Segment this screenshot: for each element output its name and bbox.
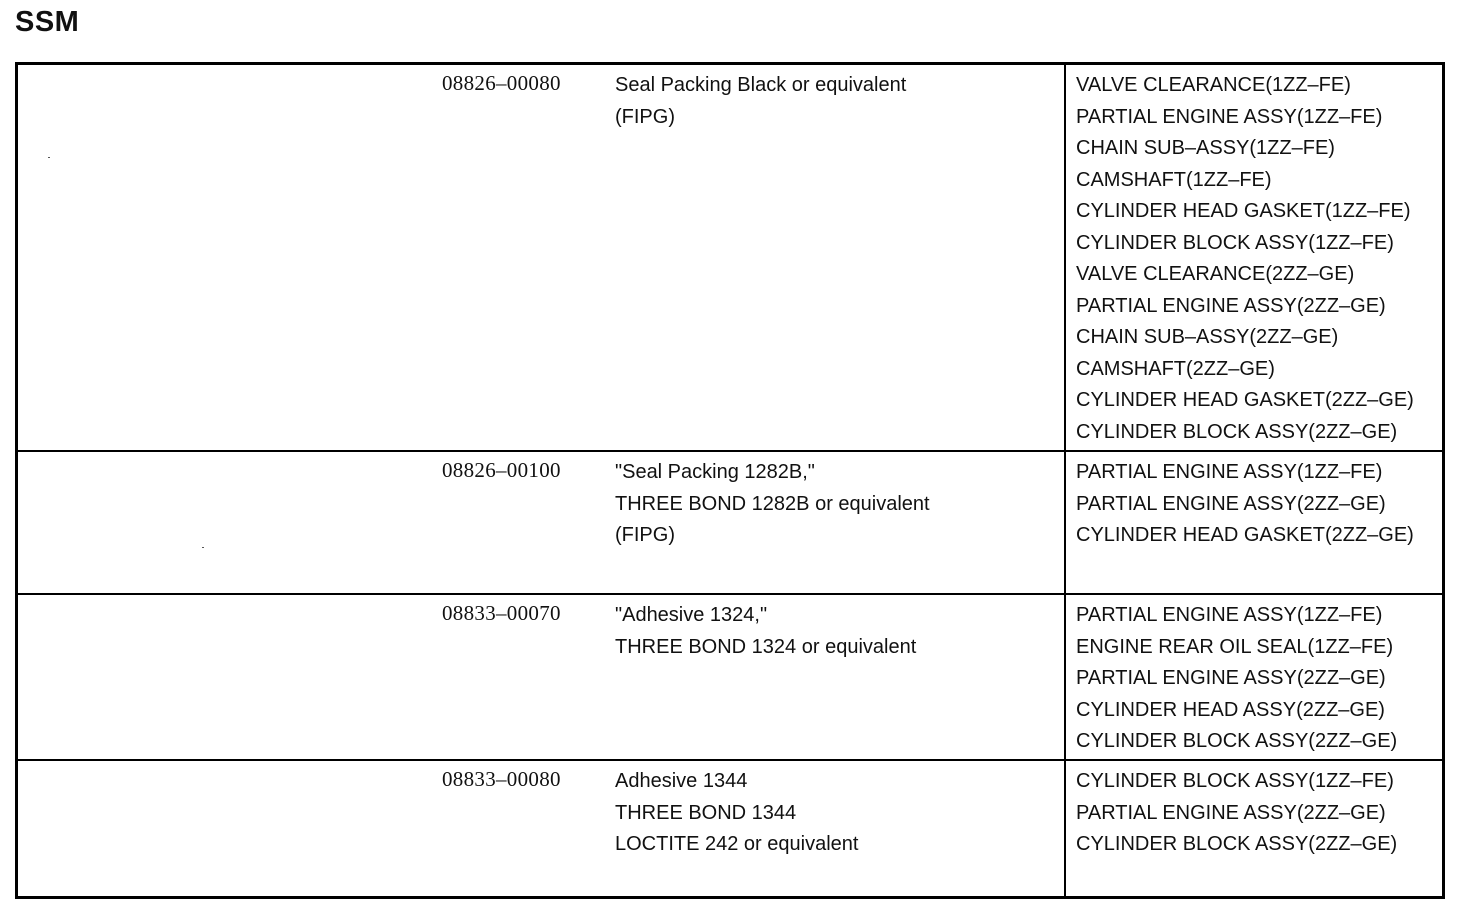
- scan-speck: [202, 547, 204, 548]
- reference-cell: [1076, 457, 1414, 552]
- description-line: Adhesive 1344: [615, 770, 748, 792]
- reference-item: CYLINDER BLOCK ASSY(2ZZ–GE): [1076, 730, 1398, 752]
- reference-item: VALVE CLEARANCE(1ZZ–FE): [1076, 74, 1351, 96]
- description-line: (FIPG): [615, 105, 675, 128]
- reference-item: CYLINDER HEAD ASSY(2ZZ–GE): [1076, 698, 1385, 721]
- reference-item: PARTIAL ENGINE ASSY(1ZZ–FE): [1076, 461, 1383, 483]
- description-cell: [615, 766, 858, 861]
- reference-item: ENGINE REAR OIL SEAL(1ZZ–FE): [1076, 635, 1394, 658]
- reference-item: CYLINDER BLOCK ASSY(1ZZ–FE): [1076, 770, 1394, 792]
- reference-item: PARTIAL ENGINE ASSY(2ZZ–GE): [1076, 667, 1386, 689]
- reference-item: CHAIN SUB–ASSY(1ZZ–FE): [1076, 137, 1335, 159]
- reference-item: PARTIAL ENGINE ASSY(1ZZ–FE): [1076, 105, 1383, 128]
- description-line: "Seal Packing 1282B,": [615, 461, 815, 483]
- reference-item: CYLINDER BLOCK ASSY(2ZZ–GE): [1076, 833, 1398, 855]
- ssm-table: [15, 62, 1445, 899]
- reference-item: CAMSHAFT(2ZZ–GE): [1076, 357, 1275, 380]
- reference-item: PARTIAL ENGINE ASSY(2ZZ–GE): [1076, 801, 1386, 824]
- table-row: [18, 65, 1442, 452]
- description-cell: [615, 600, 916, 663]
- column-divider: [1064, 65, 1066, 450]
- reference-item: PARTIAL ENGINE ASSY(1ZZ–FE): [1076, 604, 1383, 626]
- reference-item: PARTIAL ENGINE ASSY(2ZZ–GE): [1076, 294, 1386, 317]
- reference-cell: [1076, 766, 1397, 861]
- description-line: LOCTITE 242 or equivalent: [615, 833, 859, 855]
- part-number: 08826–00100: [442, 458, 561, 482]
- page-title: SSM: [15, 6, 80, 38]
- column-divider: [1064, 595, 1066, 759]
- description-cell: [615, 70, 906, 133]
- description-line: Seal Packing Black or equivalent: [615, 74, 907, 96]
- part-number: 08833–00070: [442, 601, 561, 625]
- reference-item: VALVE CLEARANCE(2ZZ–GE): [1076, 263, 1355, 285]
- description-line: (FIPG): [615, 524, 675, 546]
- part-number: 08826–00080: [442, 71, 561, 95]
- scan-speck: [48, 157, 50, 158]
- reference-item: PARTIAL ENGINE ASSY(2ZZ–GE): [1076, 492, 1386, 515]
- table-row: [18, 761, 1442, 896]
- part-number: 08833–00080: [442, 767, 561, 791]
- description-line: THREE BOND 1324 or equivalent: [615, 635, 917, 658]
- reference-item: CYLINDER BLOCK ASSY(2ZZ–GE): [1076, 420, 1398, 443]
- reference-item: CAMSHAFT(1ZZ–FE): [1076, 168, 1272, 191]
- reference-item: CYLINDER BLOCK ASSY(1ZZ–FE): [1076, 231, 1394, 254]
- description-line: "Adhesive 1324,": [615, 604, 768, 626]
- column-divider: [1064, 761, 1066, 896]
- reference-item: CHAIN SUB–ASSY(2ZZ–GE): [1076, 326, 1339, 348]
- reference-item: CYLINDER HEAD GASKET(1ZZ–FE): [1076, 200, 1411, 222]
- description-line: THREE BOND 1282B or equivalent: [615, 492, 930, 515]
- description-line: THREE BOND 1344: [615, 801, 797, 824]
- reference-cell: [1076, 70, 1414, 448]
- reference-item: CYLINDER HEAD GASKET(2ZZ–GE): [1076, 524, 1414, 546]
- description-cell: [615, 457, 930, 552]
- table-row: [18, 452, 1442, 595]
- reference-item: CYLINDER HEAD GASKET(2ZZ–GE): [1076, 389, 1414, 411]
- table-row: [18, 595, 1442, 761]
- column-divider: [1064, 452, 1066, 593]
- reference-cell: [1076, 600, 1397, 758]
